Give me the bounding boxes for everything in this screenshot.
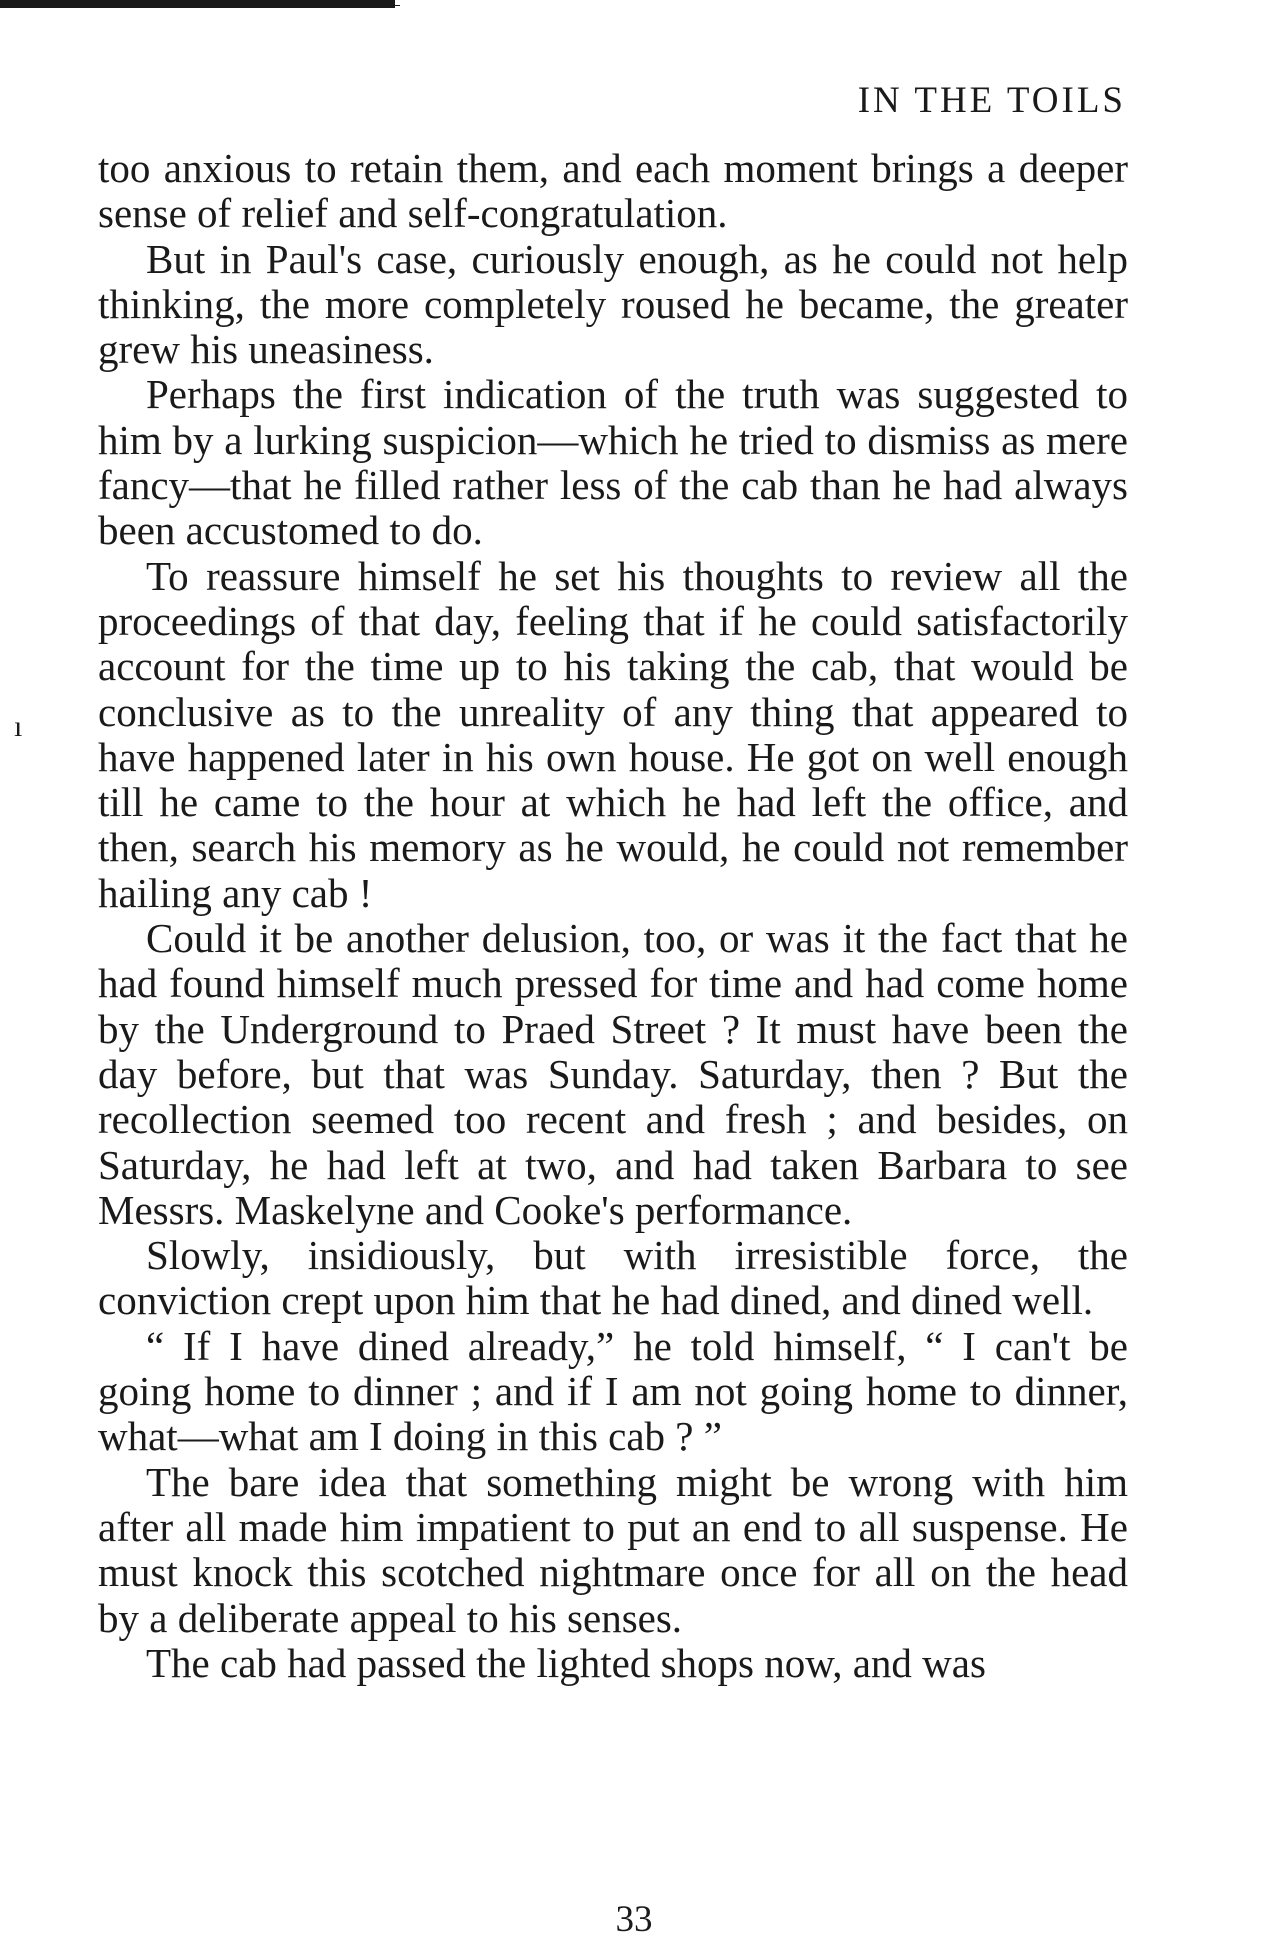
top-edge-rule-tail [395,5,400,6]
paragraph-8: The bare idea that something might be wrong with him after all made him impatient to put an end to all suspense. He must knock this scotched nightmare once for all on the head by a deliberate appeal to his senses. [98,1458,1128,1641]
page-number: 33 [615,1899,653,1940]
body-text [98,146,1128,1686]
paragraph-1: too anxious to retain them, and each moment brings a deeper sense of relief and self-congratulation. [98,145,1128,237]
paragraph-4: To reassure himself he set his thoughts to review all the proceedings of that day, feeling that if he could satisfactorily account for the time up to his taking the cab, that would be conclusive as to the unreality of any thing that appeared to have happened later in his own house. He got on well enough till he came to the hour at which he had left the office, and then, search his memory as he would, he could not remember hailing any cab ! [98,552,1128,916]
top-edge-rule [0,0,395,8]
running-head: IN THE TOILS [857,80,1126,121]
paragraph-5: Could it be another delusion, too, or was it the fact that he had found himself much pressed for time and had come home by the Underground to Praed Street ? It must have been the day before, but that was Sunday. Saturday, then ? But the recollection seemed too recent and fresh ; and besides, on Saturday, he had left at two, and had taken Barbara to see Messrs. Maskelyne and Cooke's performance. [98,915,1128,1233]
paragraph-9: The cab had passed the lighted shops now, and was [146,1639,986,1686]
margin-mark: ı [14,710,23,743]
paragraph-3: Perhaps the first indication of the truth was suggested to him by a lurking suspicion—which he tried to dismiss as mere fancy—that he filled rather less of the cab than he had always been accustomed to do. [98,371,1128,554]
paragraph-6: Slowly, insidiously, but with irresistible force, the conviction crept upon him that he had dined, and dined well. [98,1232,1128,1324]
paragraph-2: But in Paul's case, curiously enough, as he could not help thinking, the more completely roused he became, the greater grew his uneasiness. [98,235,1128,373]
paragraph-7: “ If I have dined already,” he told himself, “ I can't be going home to dinner ; and if I am not going home to dinner, what—what am I doing in this cab ? ” [98,1322,1128,1460]
